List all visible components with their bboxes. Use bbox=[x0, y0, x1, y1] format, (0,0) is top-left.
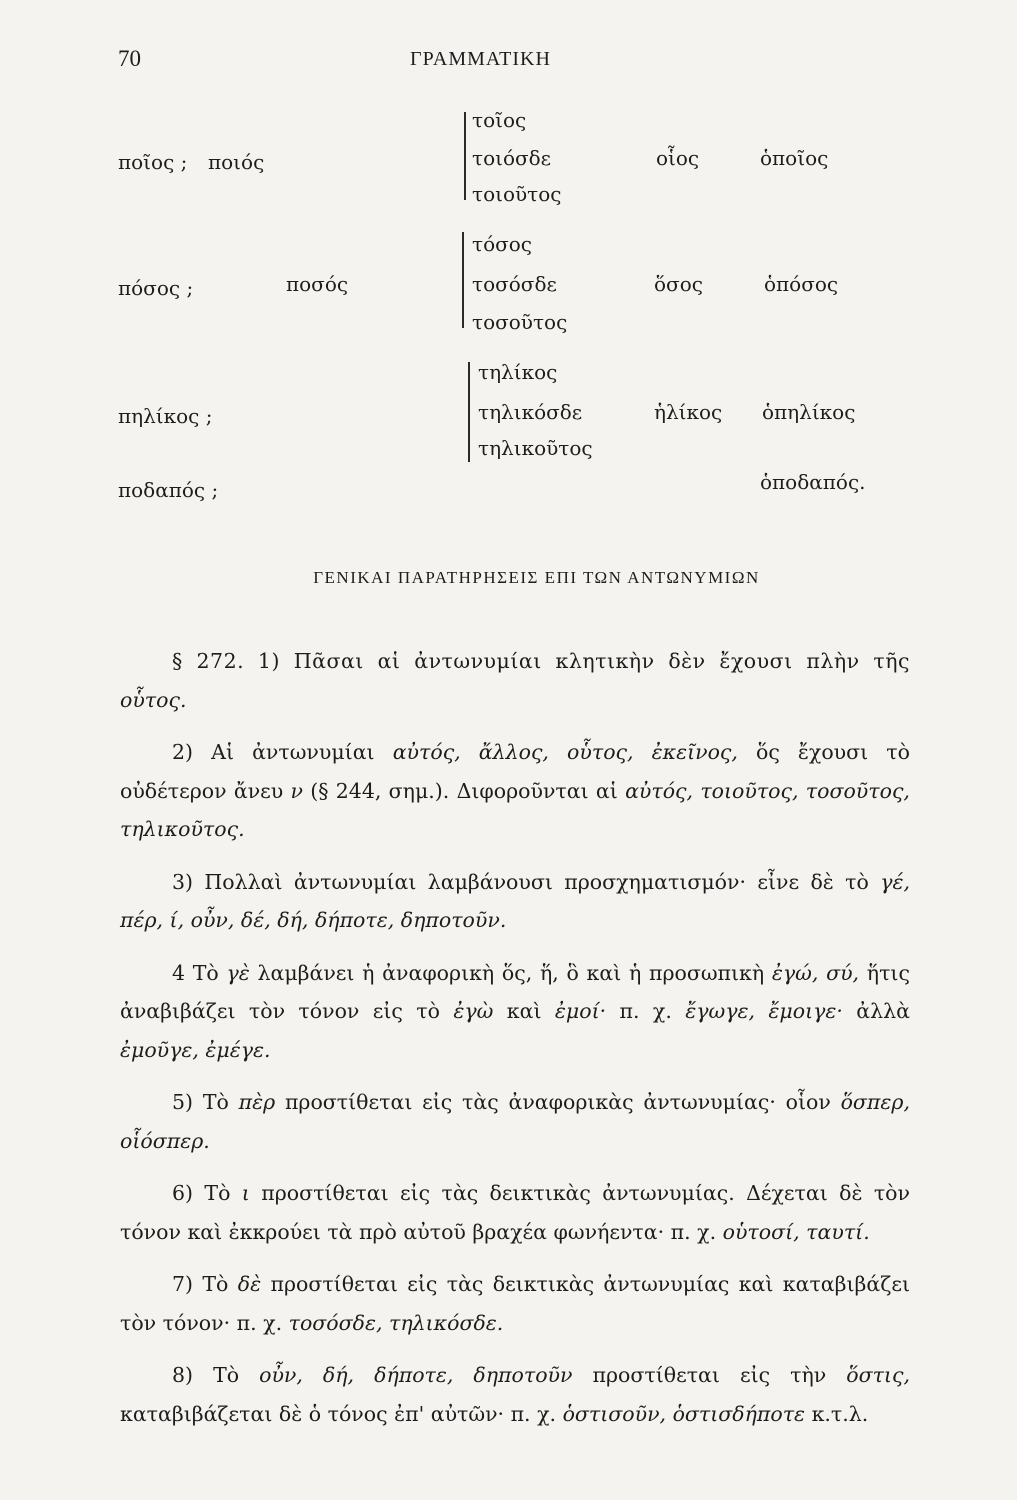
text-run: καταβιβάζεται δὲ ὁ τόνος ἐπ' αὐτῶν· π. χ. bbox=[120, 1401, 557, 1426]
text-run: 4 Τὸ bbox=[172, 960, 219, 985]
demonstrative-pronoun: τηλικοῦτος bbox=[478, 436, 593, 460]
paragraph-272-7 bbox=[120, 1265, 910, 1342]
page-number: 70 bbox=[118, 46, 141, 71]
text-run: 5) Τὸ bbox=[172, 1090, 229, 1114]
demonstrative-pronoun: τηλικόσδε bbox=[478, 400, 583, 424]
paragraph-272-8 bbox=[120, 1356, 910, 1433]
text-italic: ἐμοῦγε, ἐμέγε. bbox=[120, 1037, 271, 1062]
text-run: ὅς ἔχουσι τὸ οὐδέτερον ἄνευ bbox=[120, 740, 910, 803]
body-text bbox=[120, 642, 910, 1447]
text-run: λαμβάνει ἡ ἀναφορικὴ ὅς, ἥ, ὃ καὶ ἡ προσωπικὴ bbox=[257, 960, 765, 985]
demonstrative-pronoun: τοσοῦτος bbox=[472, 310, 568, 334]
paragraph-272-2 bbox=[120, 733, 910, 849]
running-title: ΓΡΑΜΜΑΤΙΚΗ bbox=[410, 48, 551, 70]
demonstrative-pronoun: τόσος bbox=[472, 232, 532, 256]
text-italic: ἐγὼ bbox=[453, 999, 494, 1023]
pronoun-correlative-table bbox=[0, 0, 1017, 520]
text-italic: ὁστισοῦν, ὁστισδήποτε bbox=[562, 1401, 806, 1426]
text-italic: γέ, πέρ, ί, οὖν, δέ, δή, δήποτε, δηποτοῦν. bbox=[120, 869, 910, 932]
interrogative-pronoun: πόσος ; bbox=[118, 276, 194, 300]
brace-line bbox=[462, 232, 464, 328]
text-run: προστίθεται εἰς τὰς ἀναφορικὰς ἀντωνυμίας· οἷον bbox=[284, 1090, 831, 1114]
text-italic: ἐγώ, σύ, bbox=[771, 960, 860, 985]
text-italic: ὅστις, bbox=[846, 1363, 910, 1387]
brace-line bbox=[464, 112, 466, 200]
relative-pronoun: ἡλίκος bbox=[654, 400, 723, 424]
demonstrative-pronoun: τοῖος bbox=[472, 108, 527, 132]
relative-pronoun: ὅσος bbox=[654, 272, 703, 296]
text-run: προστίθεται εἰς τὴν bbox=[592, 1363, 827, 1387]
demonstrative-pronoun: τοιοῦτος bbox=[472, 182, 562, 206]
text-run: 6) Τὸ bbox=[172, 1181, 231, 1205]
text-run: καὶ bbox=[506, 999, 542, 1023]
text-run: ἥτις ἀναβιβάζει τὸν τόνον εἰς τὸ bbox=[120, 960, 910, 1023]
text-italic: αὐτός, ἄλλος, οὗτος, ἐκεῖνος, bbox=[392, 740, 738, 764]
demonstrative-pronoun: τοσόσδε bbox=[472, 272, 557, 296]
indefinite-pronoun: ποιός bbox=[208, 150, 265, 174]
indirect-pronoun: ὁποδαπός. bbox=[760, 470, 866, 494]
interrogative-pronoun: ποῖος ; bbox=[118, 150, 188, 174]
text-italic: πὲρ bbox=[238, 1090, 276, 1114]
text-run: 2) Αἱ ἀντωνυμίαι bbox=[172, 740, 375, 764]
text-run: 7) Τὸ bbox=[172, 1272, 229, 1296]
relative-pronoun: οἷος bbox=[656, 146, 700, 170]
text-run: 8) Τὸ bbox=[172, 1363, 240, 1387]
paragraph-272-5 bbox=[120, 1083, 910, 1160]
text-run: 3) Πολλαὶ ἀντωνυμίαι λαμβάνουσι προσχηματισμόν· εἶνε δὲ τὸ bbox=[172, 869, 869, 894]
demonstrative-pronoun: τηλίκος bbox=[478, 360, 558, 384]
text-italic: γὲ bbox=[226, 960, 250, 985]
interrogative-pronoun: ποδαπός ; bbox=[118, 478, 219, 502]
paragraph-272-4 bbox=[120, 954, 910, 1070]
text-italic: τοσόσδε, τηλικόσδε. bbox=[288, 1310, 504, 1335]
text-italic: ν bbox=[290, 778, 303, 803]
section-title-text: ΓΕΝΙΚΑΙ ΠΑΡΑΤΗΡΗΣΕΙΣ ΕΠΙ ΤΩΝ ΑΝΤΩΝΥΜΙΩΝ bbox=[313, 568, 760, 587]
text-italic: ι bbox=[241, 1181, 250, 1205]
text-run: κ.τ.λ. bbox=[811, 1401, 869, 1426]
text-italic: οὗτος. bbox=[120, 687, 187, 712]
paragraph-272-3 bbox=[120, 863, 910, 940]
interrogative-pronoun: πηλίκος ; bbox=[118, 404, 213, 428]
section-title bbox=[0, 568, 1017, 588]
indirect-pronoun: ὁπηλίκος bbox=[762, 400, 856, 424]
paragraph-272-6 bbox=[120, 1174, 910, 1251]
indefinite-pronoun: ποσός bbox=[286, 272, 349, 296]
indirect-pronoun: ὁπόσος bbox=[764, 272, 839, 296]
text-run: ἀλλὰ bbox=[856, 999, 910, 1023]
text-run: π. χ. bbox=[619, 999, 672, 1023]
text-italic: ὅσπερ, οἷόσπερ. bbox=[120, 1090, 910, 1153]
text-italic: δὲ bbox=[237, 1272, 262, 1296]
text-italic: ἐμοί· bbox=[554, 999, 607, 1023]
demonstrative-pronoun: τοιόσδε bbox=[472, 146, 552, 170]
text-italic: ἔγωγε, ἔμοιγε· bbox=[685, 999, 843, 1023]
indirect-pronoun: ὁποῖος bbox=[760, 146, 829, 170]
text-italic: οὑτοσί, ταυτί. bbox=[722, 1219, 870, 1244]
text-run: προστίθεται εἰς τὰς δεικτικὰς ἀντωνυμίας καὶ καταβιβάζει τὸν τόνον· π. χ. bbox=[120, 1272, 910, 1335]
text-italic: αὐτός, τοιοῦτος, τοσοῦτος, τηλικοῦτος. bbox=[120, 778, 910, 841]
brace-line bbox=[468, 362, 470, 462]
text-run: § 272. 1) Πᾶσαι αἱ ἀντωνυμίαι κλητικὴν δὲν ἔχουσι πλὴν τῆς bbox=[172, 649, 910, 673]
text-run: προστίθεται εἰς τὰς δεικτικὰς ἀντωνυμίας. Δέχεται δὲ τὸν τόνον καὶ ἐκκρούει τὰ πρὸ αὐτοῦ βραχέα φωνήεντα· π. χ. bbox=[120, 1181, 910, 1244]
text-italic: οὖν, δή, δήποτε, δηποτοῦν bbox=[259, 1363, 573, 1387]
paragraph-272-1 bbox=[120, 642, 910, 719]
text-run: (§ 244, σημ.). Διφοροῦνται αἱ bbox=[310, 778, 618, 803]
